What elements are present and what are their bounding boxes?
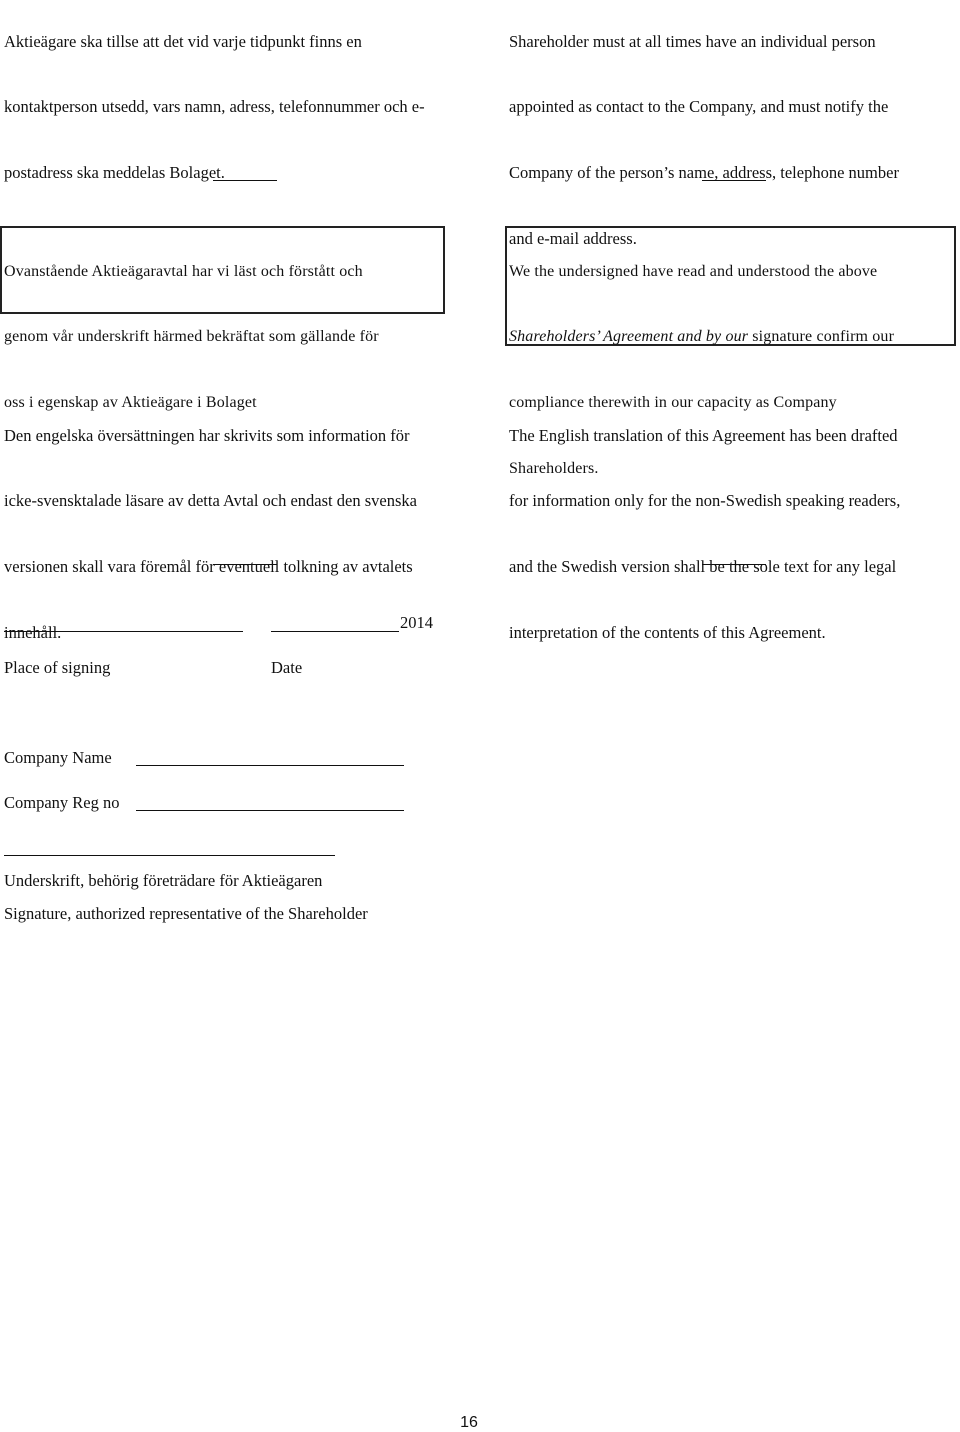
signature-label-english: Signature, authorized representative of the Shareholder xyxy=(4,904,368,923)
company-reg-label: Company Reg no xyxy=(4,793,120,812)
company-name-label: Company Name xyxy=(4,748,112,767)
place-of-signing-label: Place of signing xyxy=(4,658,111,677)
translation-english-paragraph xyxy=(509,387,954,682)
text-line: genom vår underskrift härmed bekräftat som gällande för xyxy=(4,328,379,346)
date-line[interactable] xyxy=(271,631,399,632)
signature-line[interactable] xyxy=(4,855,335,856)
text-line: Aktieägare ska tillse att det vid varje tidpunkt finns en xyxy=(4,31,362,51)
text-line: kontaktperson utsedd, vars namn, adress, telefonnummer och e- xyxy=(4,97,425,117)
page-number: 16 xyxy=(460,1414,478,1431)
company-reg-line[interactable] xyxy=(136,810,404,811)
text-line: compliance therewith in our capacity as Company xyxy=(509,393,837,411)
place-of-signing-line[interactable] xyxy=(4,631,243,632)
text-line: Company of the person’s name, address, telephone number xyxy=(509,162,899,182)
text-line: Shareholder must at all times have an individual person xyxy=(509,31,876,51)
text-line: oss i egenskap av Aktieägare i Bolaget xyxy=(4,393,257,411)
text-line: Shareholders. xyxy=(509,459,599,477)
text-line: interpretation of the contents of this Agreement. xyxy=(509,622,826,642)
text-segment: signature confirm our xyxy=(748,328,895,346)
text-line: The English translation of this Agreement has been drafted xyxy=(509,425,898,445)
separator-rule-right xyxy=(702,564,766,565)
text-line xyxy=(509,321,954,354)
date-label: Date xyxy=(271,658,303,677)
text-line: icke-svensktalade läsare av detta Avtal och endast den svenska xyxy=(4,491,417,511)
top-swedish-paragraph xyxy=(4,0,479,223)
signing-year: 2014 xyxy=(400,613,433,632)
text-line: for information only for the non-Swedish speaking readers, xyxy=(509,491,901,511)
text-line: versionen skall vara föremål för eventuell tolkning av avtalets xyxy=(4,556,413,576)
italic-segment: Shareholders’ Agreement and by our xyxy=(509,328,749,346)
translation-swedish-paragraph xyxy=(4,387,479,682)
signature-label-swedish: Underskrift, behörig företrädare för Aktieägaren xyxy=(4,871,323,890)
text-line: and the Swedish version shall be the sole text for any legal xyxy=(509,556,897,576)
company-name-line[interactable] xyxy=(136,765,404,766)
text-line: and e-mail address. xyxy=(509,228,637,248)
text-line: postadress ska meddelas Bolaget. xyxy=(4,162,225,182)
text-line: appointed as contact to the Company, and must notify the xyxy=(509,97,889,117)
text-line: Den engelska översättningen har skrivits som information för xyxy=(4,425,410,445)
separator-rule-left xyxy=(213,564,277,565)
text-line: We the undersigned have read and understood the above xyxy=(509,262,878,280)
separator-rule-left xyxy=(213,180,277,181)
separator-rule-right xyxy=(702,180,766,181)
text-line: innehåll. xyxy=(4,622,62,642)
text-line: Ovanstående Aktieägaravtal har vi läst och förstått och xyxy=(4,262,363,280)
